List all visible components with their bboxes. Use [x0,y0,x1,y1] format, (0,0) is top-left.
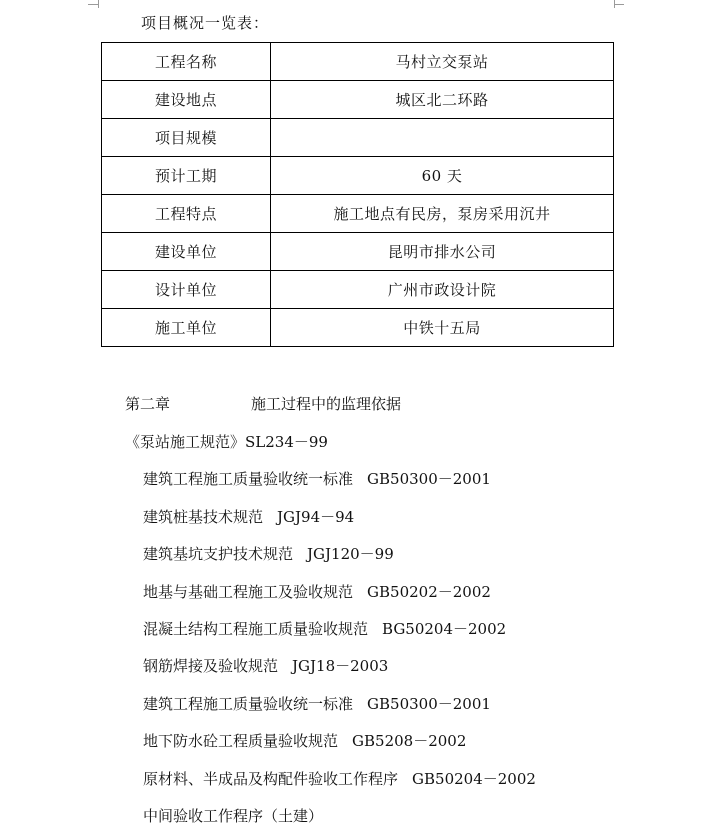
reference-name: 《泵站施工规范》 [125,433,246,451]
reference-name: 地下防水砼工程质量验收规范 [143,732,339,750]
row-value: 广州市政设计院 [271,271,614,309]
row-value: 马村立交泵站 [271,43,614,81]
reference-name: 地基与基础工程施工及验收规范 [143,583,354,601]
reference-name: 建筑基坑支护技术规范 [143,545,294,563]
table-row [102,309,614,347]
reference-item [143,468,491,489]
reference-item [143,768,536,789]
reference-code: GB50202－2002 [367,583,491,601]
reference-name: 建筑工程施工质量验收统一标准 [143,695,354,713]
reference-code: GB5208－2002 [352,732,467,750]
reference-name: 建筑桩基技术规范 [143,508,264,526]
row-value: 60 天 [271,157,614,195]
table-row [102,81,614,119]
table-row [102,271,614,309]
table-row [102,233,614,271]
page-corner-mark-right-v [614,0,615,8]
reference-item [143,581,491,602]
row-value: 城区北二环路 [271,81,614,119]
row-value: 昆明市排水公司 [271,233,614,271]
chapter-title: 施工过程中的监理依据 [251,395,402,413]
table-row [102,43,614,81]
reference-name: 原材料、半成品及构配件验收工作程序 [143,770,399,788]
row-value: 中铁十五局 [271,309,614,347]
reference-item [143,730,466,751]
row-label: 施工单位 [102,309,271,347]
reference-code: GB50300－2001 [367,470,491,488]
reference-item [143,693,491,714]
chapter-heading [125,393,401,414]
reference-code: GB50204－2002 [412,770,536,788]
reference-item [125,431,328,452]
reference-name: 混凝土结构工程施工质量验收规范 [143,620,369,638]
reference-item [143,805,323,826]
reference-code: JGJ120－99 [307,545,394,563]
page-corner-mark-right-h [614,4,624,5]
row-label: 预计工期 [102,157,271,195]
page-corner-mark-left-h [88,4,98,5]
row-label: 设计单位 [102,271,271,309]
table-row [102,195,614,233]
reference-item [143,506,354,527]
table-row [102,157,614,195]
table-row [102,119,614,157]
row-label: 建设地点 [102,81,271,119]
row-label: 项目规模 [102,119,271,157]
reference-code: JGJ94－94 [277,508,355,526]
reference-item [143,655,388,676]
reference-item [143,618,506,639]
project-overview-table [101,42,614,347]
reference-name: 钢筋焊接及验收规范 [143,657,279,675]
chapter-number: 第二章 [125,395,171,413]
reference-name: 建筑工程施工质量验收统一标准 [143,470,354,488]
row-label: 建设单位 [102,233,271,271]
reference-item [143,543,394,564]
row-label: 工程名称 [102,43,271,81]
reference-code: GB50300－2001 [367,695,491,713]
reference-code: JGJ18－2003 [292,657,389,675]
reference-code: SL234－99 [245,433,328,451]
page-corner-mark-left-v [98,0,99,8]
row-value: 施工地点有民房，泵房采用沉井 [271,195,614,233]
reference-code: BG50204－2002 [382,620,507,638]
row-value [271,119,614,157]
section-caption: 项目概况一览表： [141,14,270,32]
reference-name: 中间验收工作程序（土建） [143,807,324,825]
row-label: 工程特点 [102,195,271,233]
